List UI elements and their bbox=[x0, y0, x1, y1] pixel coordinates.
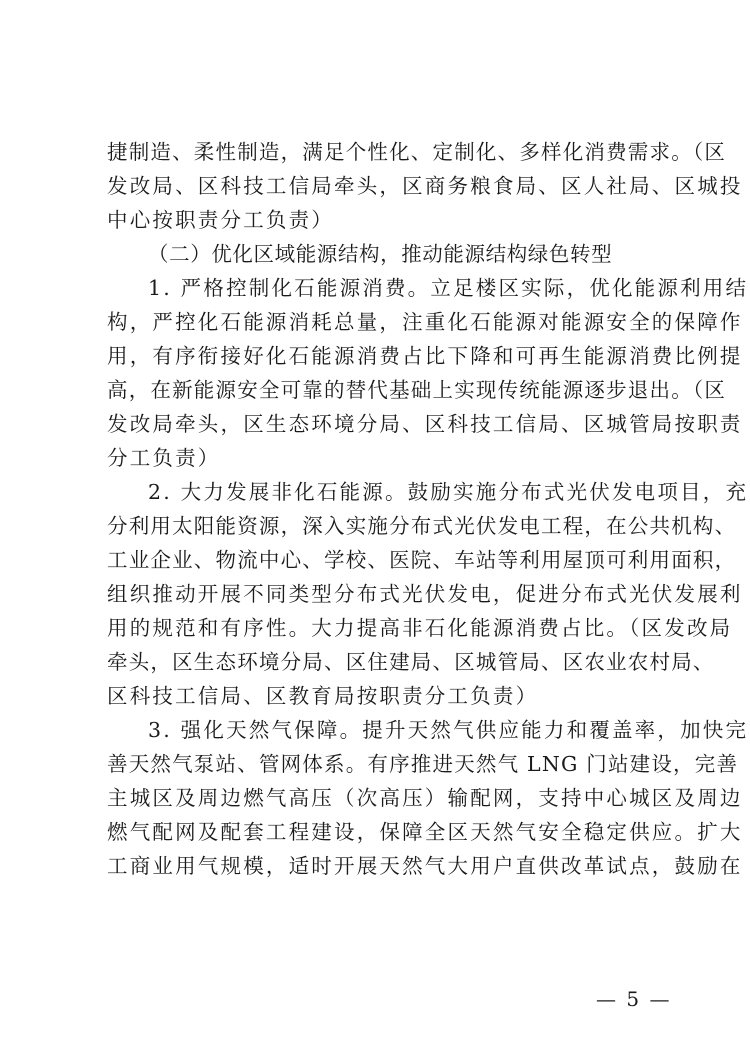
text-line: 构，严控化石能源消耗总量，注重化石能源对能源安全的保障作 bbox=[107, 310, 743, 334]
paragraph-continuation bbox=[107, 135, 743, 237]
text-line: 2. 大力发展非化石能源。鼓励实施分布式光伏发电项目，充 bbox=[148, 480, 749, 504]
text-line: 工业企业、物流中心、学校、医院、车站等利用屋顶可利用面积， bbox=[107, 548, 737, 572]
text-line: 3. 强化天然气保障。提升天然气供应能力和覆盖率，加快完 bbox=[148, 718, 749, 742]
section-heading bbox=[107, 237, 646, 271]
text-line: 发改局、区科技工信局牵头，区商务粮食局、区人社局、区城投 bbox=[107, 174, 743, 198]
text-line: 主城区及周边燃气高压（次高压）输配网，支持中心城区及周边 bbox=[107, 786, 743, 810]
text-line: 善天然气泵站、管网体系。有序推进天然气 LNG 门站建设，完善 bbox=[107, 752, 739, 776]
text-line: 1. 严格控制化石能源消费。立足楼区实际，优化能源利用结 bbox=[148, 276, 749, 300]
page-number: — 5 — bbox=[596, 987, 672, 1011]
text-line: 组织推动开展不同类型分布式光伏发电，促进分布式光伏发展利 bbox=[107, 582, 743, 606]
paragraph-item-2 bbox=[107, 475, 749, 713]
text-line: 高，在新能源安全可靠的替代基础上实现传统能源逐步退出。（区 bbox=[107, 378, 727, 402]
text-line: 中心按职责分工负责） bbox=[107, 208, 334, 232]
text-line: 捷制造、柔性制造，满足个性化、定制化、多样化消费需求。（区 bbox=[107, 140, 727, 164]
text-line: 分利用太阳能资源，深入实施分布式光伏发电工程，在公共机构、 bbox=[107, 514, 737, 538]
heading-text: （二）优化区域能源结构，推动能源结构绿色转型 bbox=[148, 242, 613, 266]
text-line: 发改局牵头，区生态环境分局、区科技工信局、区城管局按职责 bbox=[107, 412, 743, 436]
text-line: 牵头，区生态环境分局、区住建局、区城管局、区农业农村局、 bbox=[107, 650, 715, 674]
paragraph-item-1 bbox=[107, 271, 749, 475]
text-line: 用，有序衔接好化石能源消费占比下降和可再生能源消费比例提 bbox=[107, 344, 743, 368]
text-line: 燃气配网及配套工程建设，保障全区天然气安全稳定供应。扩大 bbox=[107, 820, 743, 844]
text-line: 区科技工信局、区教育局按职责分工负责） bbox=[107, 684, 539, 708]
text-line: 工商业用气规模，适时开展天然气大用户直供改革试点，鼓励在 bbox=[107, 854, 743, 878]
text-line: 用的规范和有序性。大力提高非石化能源消费占比。（区发改局 bbox=[107, 616, 733, 640]
text-line: 分工负责） bbox=[107, 446, 221, 470]
paragraph-item-3 bbox=[107, 713, 749, 883]
